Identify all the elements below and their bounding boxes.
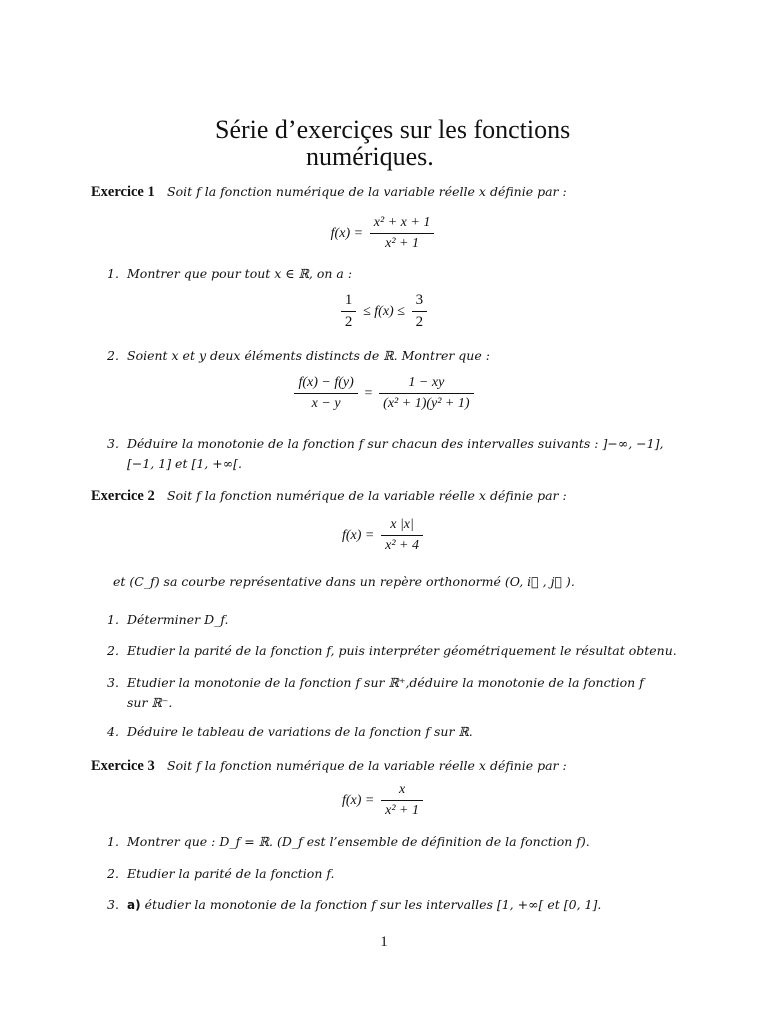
item-bold-marker: a)	[127, 898, 141, 912]
exercise-2-heading	[91, 488, 567, 505]
exercise-intro: Soit f la fonction numérique de la variable réelle x définie par :	[167, 184, 567, 199]
formula-numerator: x² + x + 1	[370, 215, 435, 234]
exercise-2-formula	[0, 517, 768, 554]
ineq-left-fraction	[341, 292, 357, 331]
identity-right-den: (x² + 1)(y² + 1)	[383, 396, 470, 411]
exercise-2-item-4	[107, 722, 687, 742]
item-text: Etudier la parité de la fonction f.	[127, 866, 335, 881]
identity-left-den: x − y	[311, 396, 341, 411]
ineq-right-num: 3	[412, 292, 428, 312]
formula-denominator: x² + 1	[385, 236, 419, 251]
item-number: 2.	[107, 643, 119, 658]
exercise-2-item-3	[107, 673, 687, 713]
formula-numerator: x	[381, 782, 423, 801]
ineq-left-den: 2	[344, 314, 353, 330]
item-number: 1.	[107, 834, 119, 849]
exercise-3-formula	[0, 782, 768, 819]
formula-lhs: f(x) =	[342, 792, 375, 808]
formula-fraction	[370, 215, 435, 252]
formula-denominator: x² + 1	[385, 803, 419, 818]
item-text: Déterminer D_f.	[127, 612, 229, 627]
formula-lhs: f(x) =	[330, 225, 364, 241]
exercise-3-heading	[91, 758, 567, 775]
exercise-2-curve-text: et (C_f) sa courbe représentative dans un repère orthonormé (O, i⃗ , j⃗ ).	[113, 574, 575, 589]
item-number: 1.	[107, 266, 119, 281]
item-number: 2.	[107, 348, 119, 363]
item-text: Montrer que : D_f = ℝ. (D_f est l’ensemble de définition de la fonction f).	[127, 834, 590, 849]
exercise-3-item-3	[107, 895, 687, 915]
item-number: 3.	[107, 897, 119, 912]
ineq-left-num: 1	[341, 292, 357, 312]
exercise-1-item-1	[107, 264, 687, 284]
exercise-intro: Soit f la fonction numérique de la variable réelle x définie par :	[167, 488, 567, 503]
exercise-1-identity	[0, 375, 768, 412]
exercise-1-inequality	[0, 292, 768, 331]
identity-left-fraction	[294, 375, 357, 412]
exercise-3-item-2	[107, 864, 687, 884]
exercise-label: Exercice 1	[91, 184, 155, 200]
formula-fraction	[381, 782, 423, 819]
formula-fraction	[381, 517, 423, 554]
item-text: Montrer que pour tout x ∈ ℝ, on a :	[127, 266, 353, 281]
formula-lhs: f(x) =	[342, 527, 375, 543]
item-number: 2.	[107, 866, 119, 881]
item-text-continued: sur ℝ⁻.	[127, 695, 173, 710]
item-text: Etudier la parité de la fonction f, puis interpréter géométriquement le résultat obtenu.	[127, 643, 677, 658]
title-line-1: Série d’exerciçes sur les fonctions	[215, 115, 571, 144]
exercise-3-item-1	[107, 832, 687, 852]
identity-left-num: f(x) − f(y)	[294, 375, 357, 394]
exercise-1-formula	[0, 215, 768, 252]
item-text: Déduire la monotonie de la fonction f sur chacun des intervalles suivants : ]−∞, −1],	[127, 436, 664, 451]
identity-right-fraction	[379, 375, 473, 412]
formula-numerator: x |x|	[381, 517, 423, 536]
exercise-1-heading	[91, 184, 567, 201]
exercise-1-item-2	[107, 346, 687, 366]
exercise-intro: Soit f la fonction numérique de la variable réelle x définie par :	[167, 758, 567, 773]
page-number: 1	[380, 934, 388, 950]
item-text: étudier la monotonie de la fonction f sur les intervalles [1, +∞[ et [0, 1].	[144, 897, 602, 912]
formula-denominator: x² + 4	[385, 538, 419, 553]
item-text: Déduire le tableau de variations de la fonction f sur ℝ.	[127, 724, 473, 739]
exercise-2-item-1	[107, 610, 687, 630]
identity-equals: =	[364, 385, 373, 401]
item-number: 3.	[107, 436, 119, 451]
exercise-label: Exercice 2	[91, 488, 155, 504]
item-number: 1.	[107, 612, 119, 627]
ineq-middle: ≤ f(x) ≤	[363, 303, 405, 319]
item-text-continued: [−1, 1] et [1, +∞[.	[127, 456, 242, 471]
page-title	[0, 116, 768, 170]
item-number: 3.	[107, 675, 119, 690]
item-text: Soient x et y deux éléments distincts de ℝ. Montrer que :	[127, 348, 490, 363]
item-number: 4.	[107, 724, 119, 739]
identity-right-num: 1 − xy	[379, 375, 473, 394]
exercise-2-item-2	[107, 641, 687, 661]
title-line-2: numériques.	[306, 142, 434, 171]
ineq-right-den: 2	[415, 314, 424, 330]
item-text: Etudier la monotonie de la fonction f sur ℝ⁺,déduire la monotonie de la fonction f	[127, 675, 644, 690]
ineq-right-fraction	[412, 292, 428, 331]
exercise-1-item-3	[107, 434, 687, 474]
exercise-label: Exercice 3	[91, 758, 155, 774]
